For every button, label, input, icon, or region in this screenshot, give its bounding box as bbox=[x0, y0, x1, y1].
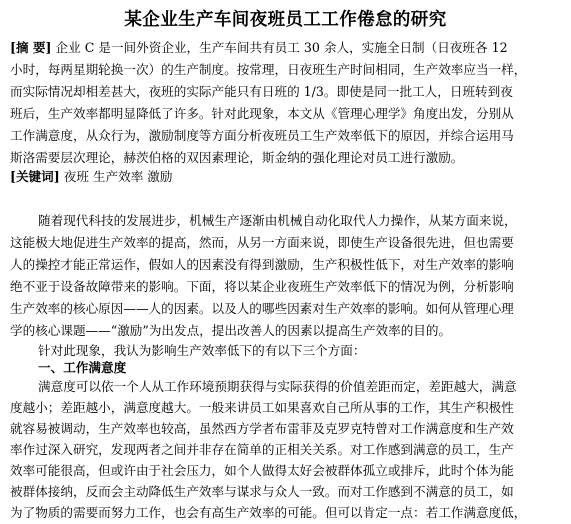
abstract-line: 而实际情况却相差甚大，夜班的实际产能只有日班的 1/3。即使是同一批工人，日班转到夜 bbox=[10, 84, 513, 99]
section-line: 率作过深入研究，发现两者之间并非存在简单的正相关关系。对工作感到满意的员工，生产 bbox=[10, 442, 514, 457]
section-line: 被群体接纳，反而会主动降低生产效率与谋求与众人一致。而对工作感到不满意的员工，如 bbox=[10, 484, 514, 499]
intro-line: 学的核心课题——“激励”为出发点，提出改善人的因素以提高生产效率的目的。 bbox=[10, 323, 452, 338]
abstract-line bbox=[10, 40, 508, 56]
section-line: 效率可能很高，但或许由于社会压力，如个人做得太好会被群体孤立或排斥，此时个体为能 bbox=[10, 463, 514, 478]
abstract-line: 班后，生产效率都明显降低了许多。针对此现象，本文从《管理心理学》角度出发，分别从 bbox=[10, 106, 514, 121]
abstract-line: 工作满意度，从众行为，激励制度等方面分析夜班员工生产效率低下的原因，并综合运用马 bbox=[10, 128, 514, 143]
keywords-label: [关键词] bbox=[10, 169, 60, 184]
keywords-text: 夜班 生产效率 激励 bbox=[63, 169, 173, 184]
intro-line: 人的操控才能正常运作，假如人的因素没有得到激励，生产积极性低下，对生产效率的影响 bbox=[10, 257, 514, 272]
paper-title: 某企业生产车间夜班员工工作倦怠的研究 bbox=[124, 10, 447, 30]
section-line: 满意度可以依一个人从工作环境预期获得与实际获得的价值差距而定，差距越大，满意 bbox=[38, 379, 517, 394]
transition-line: 针对此现象，我认为影响生产效率低下的有以下三个方面： bbox=[38, 343, 366, 358]
section-line: 为了物质的需要而努力工作，也会有高生产效率的可能。但可以肯定一点：若工作满意度低， bbox=[10, 505, 527, 520]
section-line: 度越小；差距越小，满意度越大。一般来讲员工如果喜欢自己所从事的工作，其生产积极性 bbox=[10, 400, 514, 415]
intro-line: 绝不亚于设备故障带来的影响。下面，将以某企业夜班生产效率低下的情况为例，分析影响 bbox=[10, 279, 514, 294]
keywords-line bbox=[10, 169, 172, 185]
abstract-line: 小时，每两星期轮换一次）的生产制度。按常理，日夜班生产时间相同，生产效率应当一样， bbox=[10, 62, 527, 77]
abstract-line: 斯洛需要层次理论，赫茨伯格的双因素理论，斯金纳的强化理论对员工进行激励。 bbox=[10, 150, 464, 165]
section-line: 就容易被调动，生产效率也较高，虽然西方学者布雷菲及克罗克特曾对工作满意度和生产效 bbox=[10, 421, 514, 436]
intro-line: 随着现代科技的发展进步，机械生产逐渐由机械自动化取代人力操作，从某方面来说， bbox=[38, 213, 517, 228]
intro-line: 生产效率的核心原因——人的因素。以及人的哪些因素对生产效率的影响。如何从管理心理 bbox=[10, 301, 514, 316]
abstract-text: 企业 C 是一间外资企业，生产车间共有员工 30 余人，实施全日制（日夜班各 12 bbox=[55, 40, 508, 55]
intro-line: 这能极大地促进生产效率的提高，然而，从另一方面来说，即使生产设备很先进，但也需要 bbox=[10, 235, 514, 250]
section-heading: 一、工作满意度 bbox=[38, 360, 127, 375]
abstract-label: [摘 要] bbox=[10, 40, 52, 55]
